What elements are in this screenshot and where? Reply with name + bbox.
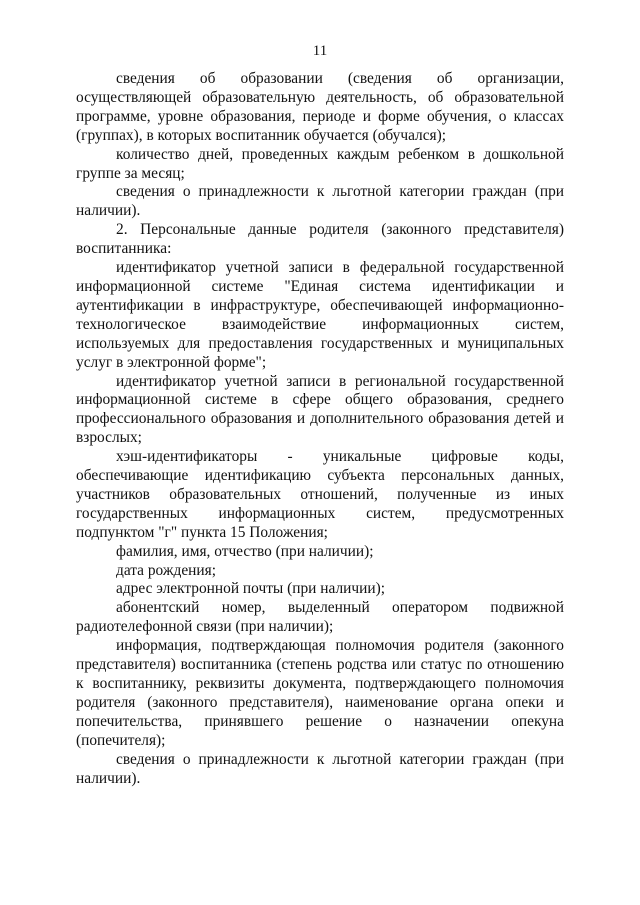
- document-body: [76, 70, 564, 788]
- paragraph-federal-account-id: идентификатор учетной записи в федеральной государственной информационной системе "Единая система идентификации и аутентификации в инфраструктуре, обеспечивающей информационно-технологическое взаимодействие информационных систем, используемых для предоставления государственных и муниципальных услуг в электронной форме";: [76, 259, 564, 371]
- paragraph-benefit-category-child: сведения о принадлежности к льготной категории граждан (при наличии).: [76, 183, 564, 220]
- paragraph-section-2-heading: 2. Персональные данные родителя (законного представителя) воспитанника:: [76, 221, 564, 258]
- paragraph-phone-number: абонентский номер, выделенный оператором подвижной радиотелефонной связи (при наличии);: [76, 599, 564, 636]
- paragraph-regional-account-id: идентификатор учетной записи в региональной государственной информационной системе в сфере общего образования, среднего профессионального образования и дополнительного образования детей и взрослых;: [76, 372, 564, 447]
- paragraph-full-name: фамилия, имя, отчество (при наличии);: [116, 542, 374, 560]
- paragraph-birth-date: дата рождения;: [116, 561, 216, 579]
- page-number: 11: [312, 43, 328, 59]
- paragraph-education-info: сведения об образовании (сведения об организации, осуществляющей образовательную деятельность, об образовательной программе, уровне образования, периоде и форме обучения, о классах (группах), в которых воспитанник обучается (обучался);: [76, 70, 564, 144]
- paragraph-hash-identifiers: хэш-идентификаторы - уникальные цифровые коды, обеспечивающие идентификацию субъекта персональных данных, участников образовательных отношений, полученные из иных государственных информационных систем, предусмотренных подпунктом "г" пункта 15 Положения;: [76, 448, 564, 541]
- paragraph-authority-info: информация, подтверждающая полномочия родителя (законного представителя) воспитанника (степень родства или статус по отношению к воспитаннику, реквизиты документа, подтверждающего полномочия родителя (законного представителя), наименование органа опеки и попечительства, принявшего решение о назначении опекуна (попечителя);: [76, 637, 564, 749]
- paragraph-benefit-category-parent: сведения о принадлежности к льготной категории граждан (при наличии).: [76, 750, 564, 787]
- paragraph-email: адрес электронной почты (при наличии);: [116, 580, 385, 598]
- paragraph-days-count: количество дней, проведенных каждым ребенком в дошкольной группе за месяц;: [76, 145, 564, 182]
